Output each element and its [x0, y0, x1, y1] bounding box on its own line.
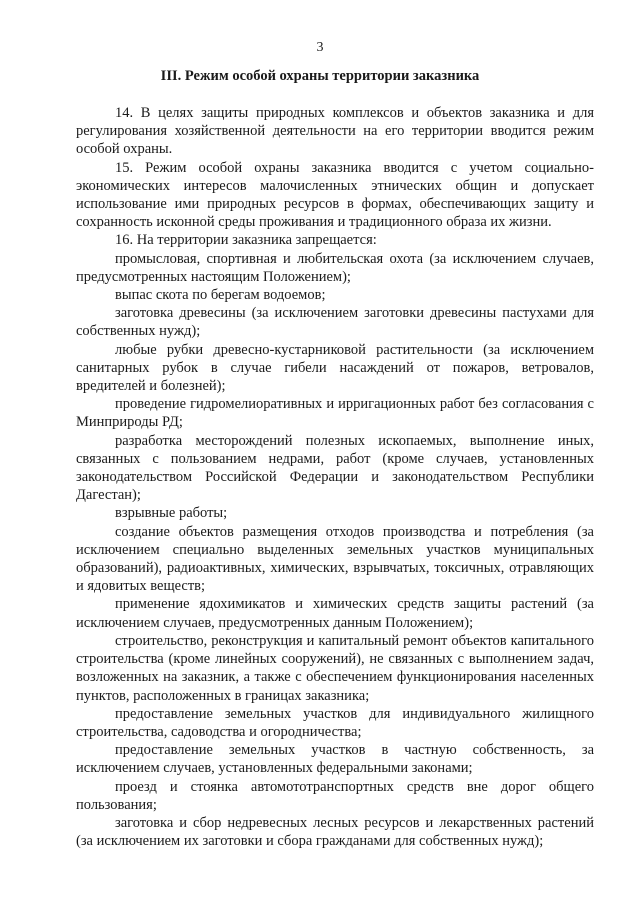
prohibition-item: заготовка древесины (за исключением заготовки древесины пастухами для собственных нужд);	[76, 305, 594, 340]
document-body	[76, 104, 594, 850]
prohibition-item: создание объектов размещения отходов производства и потребления (за исключением специально выделенных земельных участков муниципальных образований), радиоактивных, химических, взрывчатых, токсичных, отравляющих и ядовитых веществ;	[76, 523, 594, 595]
prohibition-item: заготовка и сбор недревесных лесных ресурсов и лекарственных растений (за исключением их заготовки и сбора гражданами для собственных нужд);	[76, 814, 594, 850]
prohibition-item: разработка месторождений полезных ископаемых, выполнение иных, связанных с пользованием недрами, работ (кроме случаев, установленных законодательством Российской Федерации и законодательством Республики Дагестан);	[76, 432, 594, 504]
prohibition-item: предоставление земельных участков для индивидуального жилищного строительства, садоводства и огородничества;	[76, 705, 594, 740]
prohibition-item: выпас скота по берегам водоемов;	[115, 287, 326, 304]
prohibition-item: промысловая, спортивная и любительская охота (за исключением случаев, предусмотренных настоящим Положением);	[76, 250, 594, 285]
prohibition-item: любые рубки древесно-кустарниковой растительности (за исключением санитарных рубок в случае гибели насаждений от пожаров, ветровалов, вредителей и болезней);	[76, 341, 594, 395]
prohibition-item: предоставление земельных участков в частную собственность, за исключением случаев, установленных федеральными законами;	[76, 742, 594, 777]
page-number: 3	[316, 40, 324, 55]
paragraph-14: 14. В целях защиты природных комплексов и объектов заказника и для регулирования хозяйственной деятельности на его территории вводится режим особой охраны.	[76, 105, 594, 158]
prohibition-item: проведение гидромелиоративных и ирригационных работ без согласования с Минприроды РД;	[76, 396, 594, 431]
prohibition-item: строительство, реконструкция и капитальный ремонт объектов капитального строительства (кроме линейных сооружений), не связанных с выполнением задач, возложенных на заказник, а также с обеспечением функционирования населенных пунктов, расположенных в границах заказника;	[76, 632, 594, 704]
prohibition-item: применение ядохимикатов и химических средств защиты растений (за исключением случаев, предусмотренных данным Положением);	[76, 596, 594, 631]
prohibition-item: взрывные работы;	[115, 505, 228, 522]
prohibition-item: проезд и стоянка автомототранспортных средств вне дорог общего пользования;	[76, 778, 594, 813]
section-heading: III. Режим особой охраны территории заказника	[160, 68, 480, 84]
paragraph-16-intro: 16. На территории заказника запрещается:	[115, 232, 377, 249]
paragraph-15: 15. Режим особой охраны заказника вводится с учетом социально-экономических интересов малочисленных этнических общин и допускает использование ими природных ресурсов в формах, обеспечивающих защиту и сохранность исконной среды проживания и традиционного образа их жизни.	[76, 159, 594, 231]
